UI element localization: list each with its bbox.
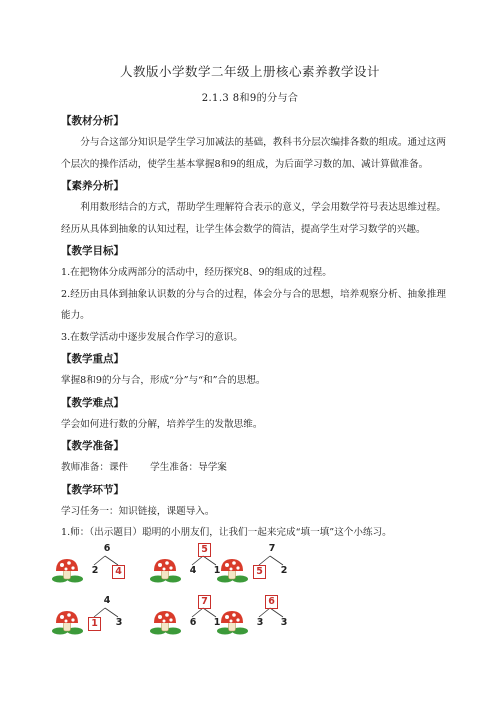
- mushroom-spot: [165, 613, 169, 617]
- mushroom-spot: [225, 615, 229, 619]
- bond-total-number: 6: [265, 595, 278, 609]
- bond-left-part: 1: [88, 617, 101, 631]
- split-line: [259, 556, 270, 565]
- difficulty-text: 学会如何进行数的分解，培养学生的发散思维。: [61, 418, 263, 430]
- bond-left-part: 4: [189, 565, 197, 576]
- mushroom-spot: [236, 618, 239, 621]
- mushroom-stem: [64, 622, 71, 631]
- mushroom-stem: [64, 570, 71, 579]
- goal-item-3: 3.在数学活动中逐步发展合作学习的意识。: [61, 331, 243, 343]
- mushroom-spot: [236, 566, 239, 569]
- bond-right-part: 1: [213, 617, 221, 628]
- bond-total-number: 6: [103, 543, 111, 554]
- bond-right-part: 3: [280, 617, 288, 628]
- mushroom-spot: [60, 615, 64, 619]
- mushroom-stem: [162, 570, 169, 579]
- document-subtitle: 2.1.3 8和9的分与合: [201, 93, 299, 104]
- mushroom-spot: [67, 613, 71, 617]
- section-heading-analysis: 【教材分析】: [61, 115, 124, 127]
- mushroom-spot: [71, 566, 74, 569]
- bond-right-part: 3: [115, 617, 123, 628]
- mushroom-spot: [232, 561, 236, 565]
- document-body: [61, 110, 446, 544]
- bond-left-part: 5: [253, 565, 266, 579]
- document-title: 人教版小学数学二年级上册核心素养教学设计: [119, 64, 380, 79]
- bond-total-number: 7: [198, 595, 211, 609]
- mushroom-spot: [163, 568, 166, 571]
- mushroom-spot: [65, 620, 68, 623]
- bond-right-part: 2: [280, 565, 288, 576]
- prep-teacher: 教师准备：课件: [61, 462, 129, 473]
- mushroom-stem: [162, 622, 169, 631]
- mushroom-spot: [165, 561, 169, 565]
- prep-line: [61, 457, 446, 479]
- split-line: [203, 556, 216, 565]
- section-heading-prep: 【教学准备】: [61, 440, 124, 452]
- split-line: [94, 608, 105, 617]
- bond-total-number: 4: [103, 595, 111, 606]
- bond-total-number: 5: [198, 543, 211, 557]
- bond-left-part: 3: [256, 617, 264, 628]
- number-bond-puzzle: [220, 592, 300, 654]
- prep-student: 学生准备：导学案: [150, 462, 227, 473]
- mushroom-spot: [60, 563, 64, 567]
- mushroom-spot: [169, 618, 172, 621]
- bond-left-part: 2: [91, 565, 99, 576]
- bond-right-part: 1: [213, 565, 221, 576]
- section-heading-goals: 【教学目标】: [61, 245, 124, 257]
- key-point-text: 掌握8和9的分与合，形成“分”与“和”合的思想。: [61, 375, 266, 386]
- number-bond-puzzle: [55, 592, 135, 654]
- split-line: [259, 608, 270, 617]
- split-line: [94, 556, 105, 565]
- mushroom-spot: [230, 568, 233, 571]
- mushroom-spot: [169, 566, 172, 569]
- bond-total-number: 7: [268, 543, 276, 554]
- split-line: [105, 556, 118, 565]
- bond-right-part: 4: [112, 565, 125, 579]
- mushroom-spot: [158, 615, 162, 619]
- analysis-paragraph: 分与合这部分知识是学生学习加减法的基础，教科书分层次编排各数的组成。通过这两个层次的操作活动，使学生基本掌握8和9的组成，为后面学习数的加、减计算做准备。: [61, 137, 446, 170]
- split-line: [203, 608, 216, 617]
- split-line: [105, 608, 118, 617]
- mushroom-spot: [65, 568, 68, 571]
- mushroom-spot: [163, 620, 166, 623]
- mushroom-spot: [230, 620, 233, 623]
- mushroom-spot: [232, 613, 236, 617]
- section-heading-process: 【教学环节】: [61, 483, 124, 496]
- mushroom-spot: [158, 563, 162, 567]
- mushroom-spot: [71, 618, 74, 621]
- split-line: [192, 608, 203, 617]
- section-heading-literacy: 【素养分析】: [61, 180, 124, 192]
- split-line: [270, 608, 283, 617]
- split-line: [270, 556, 283, 565]
- number-bond-exercise: [55, 540, 385, 650]
- split-line: [192, 556, 203, 565]
- literacy-paragraph: 利用数形结合的方式，帮助学生理解符合表示的意义，学会用数学符号表达思维过程。经历从具体到抽象的认知过程，让学生体会数学的简洁，提高学生对学习数学的兴趣。: [61, 202, 446, 235]
- task-one-line: 学习任务一：知识链接，课题导入。: [61, 505, 215, 517]
- goal-item-2: 2.经历由具体到抽象认识数的分与合的过程，体会分与合的思想，培养观察分析、抽象推理能力。: [61, 288, 446, 321]
- section-heading-difficulty: 【教学难点】: [61, 396, 124, 409]
- bond-left-part: 6: [189, 617, 197, 628]
- mushroom-stem: [229, 622, 236, 631]
- mushroom-spot: [67, 561, 71, 565]
- section-heading-key: 【教学重点】: [61, 353, 124, 365]
- teacher-instruction-line: 1.师：（出示题目）聪明的小朋友们，让我们一起来完成“填一填”这个小练习。: [61, 527, 392, 538]
- mushroom-spot: [225, 563, 229, 567]
- mushroom-stem: [229, 570, 236, 579]
- goal-item-1: 1.在把物体分成两部分的活动中，经历探究8、9的组成的过程。: [61, 267, 332, 278]
